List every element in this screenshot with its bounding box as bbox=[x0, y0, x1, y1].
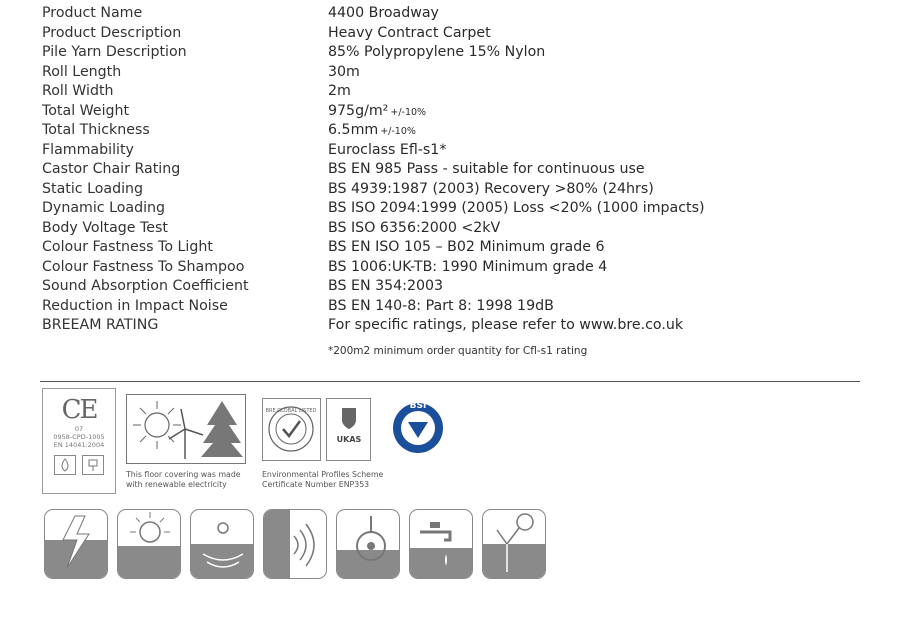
spec-label: BREEAM RATING bbox=[42, 317, 159, 333]
spec-value-text: 85% Polypropylene 15% Nylon bbox=[328, 44, 546, 60]
spec-value-text: BS 4939:1987 (2003) Recovery >80% (24hrs) bbox=[328, 180, 654, 197]
spec-label: Product Name bbox=[42, 5, 143, 21]
light-fastness-icon bbox=[117, 509, 181, 579]
spec-label: Pile Yarn Description bbox=[42, 44, 187, 60]
svg-text:BRE GLOBAL LISTED: BRE GLOBAL LISTED bbox=[265, 408, 317, 414]
spec-label: Total Thickness bbox=[42, 122, 150, 138]
castor-chair-icon bbox=[336, 509, 400, 579]
ce-line: 0958-CPD-1005 bbox=[53, 433, 105, 441]
spec-value bbox=[328, 24, 491, 44]
footnote: *200m2 minimum order quantity for Cfl-s1 rating bbox=[328, 345, 588, 357]
spec-row bbox=[42, 63, 802, 83]
spec-value bbox=[328, 316, 683, 336]
spec-value-text: 975g/m² bbox=[328, 102, 389, 119]
spec-table bbox=[42, 4, 802, 336]
spec-value bbox=[328, 43, 545, 63]
spec-value-text: BS EN ISO 105 – B02 Minimum grade 6 bbox=[328, 239, 605, 255]
spec-value bbox=[328, 160, 645, 180]
spec-row bbox=[42, 4, 802, 24]
spec-tolerance: +/-10% bbox=[390, 106, 427, 118]
spec-row bbox=[42, 121, 802, 141]
static-electricity-icon bbox=[44, 509, 108, 579]
spec-value bbox=[328, 4, 439, 24]
spec-row bbox=[42, 316, 802, 336]
ce-line: 07 bbox=[74, 425, 84, 433]
spec-value bbox=[328, 238, 605, 258]
spec-label: Flammability bbox=[42, 141, 134, 158]
divider bbox=[40, 381, 860, 382]
spec-row bbox=[42, 199, 802, 219]
spec-row bbox=[42, 43, 802, 63]
spec-row bbox=[42, 160, 802, 180]
spec-value-text: BS ISO 6356:2000 <2kV bbox=[328, 219, 501, 236]
spec-row bbox=[42, 238, 802, 258]
spec-value bbox=[328, 82, 351, 102]
spec-value-text: 30m bbox=[328, 63, 360, 80]
spec-value-text: BS EN 985 Pass - suitable for continuous use bbox=[328, 161, 645, 177]
spec-value bbox=[328, 141, 446, 161]
spec-value bbox=[328, 219, 500, 239]
spec-value-text: BS 1006:UK-TB: 1990 Minimum grade 4 bbox=[328, 258, 608, 275]
fire-class-icon bbox=[54, 455, 76, 475]
spec-row bbox=[42, 180, 802, 200]
spec-value bbox=[328, 121, 416, 142]
spec-row bbox=[42, 141, 802, 161]
spec-row bbox=[42, 297, 802, 317]
renewable-electricity-badge bbox=[126, 394, 246, 464]
spec-label: Roll Width bbox=[42, 83, 114, 99]
underfloor-heating-icon bbox=[190, 509, 254, 579]
spec-value bbox=[328, 297, 554, 317]
spec-label: Colour Fastness To Shampoo bbox=[42, 258, 245, 275]
spec-row bbox=[42, 258, 802, 278]
spec-value-text: Euroclass Efl-s1* bbox=[328, 141, 447, 158]
spec-row bbox=[42, 24, 802, 44]
shampoo-cleaning-icon bbox=[409, 509, 473, 579]
spec-row bbox=[42, 219, 802, 239]
spec-label: Body Voltage Test bbox=[42, 219, 168, 236]
spec-label: Static Loading bbox=[42, 180, 144, 197]
spec-label: Product Description bbox=[42, 24, 182, 41]
spec-value-text: BS ISO 2094:1999 (2005) Loss <20% (1000 impacts) bbox=[328, 200, 705, 216]
performance-icons-row bbox=[44, 509, 546, 579]
renewable-caption: This floor covering was made with renewable electricity bbox=[126, 470, 241, 489]
ce-line: EN 14041:2004 bbox=[53, 441, 105, 449]
spec-label: Colour Fastness To Light bbox=[42, 239, 213, 255]
crown-shield-icon bbox=[342, 408, 356, 429]
spec-label: Dynamic Loading bbox=[42, 200, 166, 216]
spec-row bbox=[42, 102, 802, 122]
spec-label: Castor Chair Rating bbox=[42, 161, 181, 177]
spec-label: Reduction in Impact Noise bbox=[42, 297, 228, 314]
spec-value-text: 4400 Broadway bbox=[328, 5, 439, 21]
spec-value bbox=[328, 258, 607, 278]
spec-value bbox=[328, 180, 654, 200]
spec-label: Roll Length bbox=[42, 63, 122, 80]
spec-row bbox=[42, 82, 802, 102]
spec-value-text: BS EN 354:2003 bbox=[328, 278, 444, 294]
bre-caption: Environmental Profiles Scheme Certificate Number ENP353 bbox=[262, 470, 384, 489]
ce-mark: CE bbox=[61, 395, 97, 425]
spec-value bbox=[328, 102, 426, 123]
spec-value-text: 6.5mm bbox=[328, 122, 379, 138]
spec-value-text: 2m bbox=[328, 83, 351, 99]
acoustic-icon bbox=[263, 509, 327, 579]
spec-value-text: Heavy Contract Carpet bbox=[328, 24, 491, 41]
spec-row bbox=[42, 277, 802, 297]
chair-class-icon bbox=[82, 455, 104, 475]
svg-text:UKAS: UKAS bbox=[336, 435, 362, 444]
spec-label: Total Weight bbox=[42, 102, 130, 119]
spec-value bbox=[328, 199, 705, 219]
spec-value bbox=[328, 277, 443, 297]
svg-text:BSI: BSI bbox=[409, 401, 427, 411]
sun-wind-tree-icon bbox=[127, 395, 245, 463]
light-reflection-icon bbox=[482, 509, 546, 579]
ce-certification-badge bbox=[42, 388, 116, 494]
spec-value-text: BS EN 140-8: Part 8: 1998 19dB bbox=[328, 297, 554, 314]
spec-tolerance: +/-10% bbox=[380, 126, 416, 137]
spec-value bbox=[328, 63, 360, 83]
bre-ukas-badge bbox=[262, 398, 372, 462]
spec-label: Sound Absorption Coefficient bbox=[42, 278, 249, 294]
spec-value-text: For specific ratings, please refer to www.bre.co.uk bbox=[328, 317, 684, 333]
bsi-kitemark-logo bbox=[390, 396, 446, 456]
